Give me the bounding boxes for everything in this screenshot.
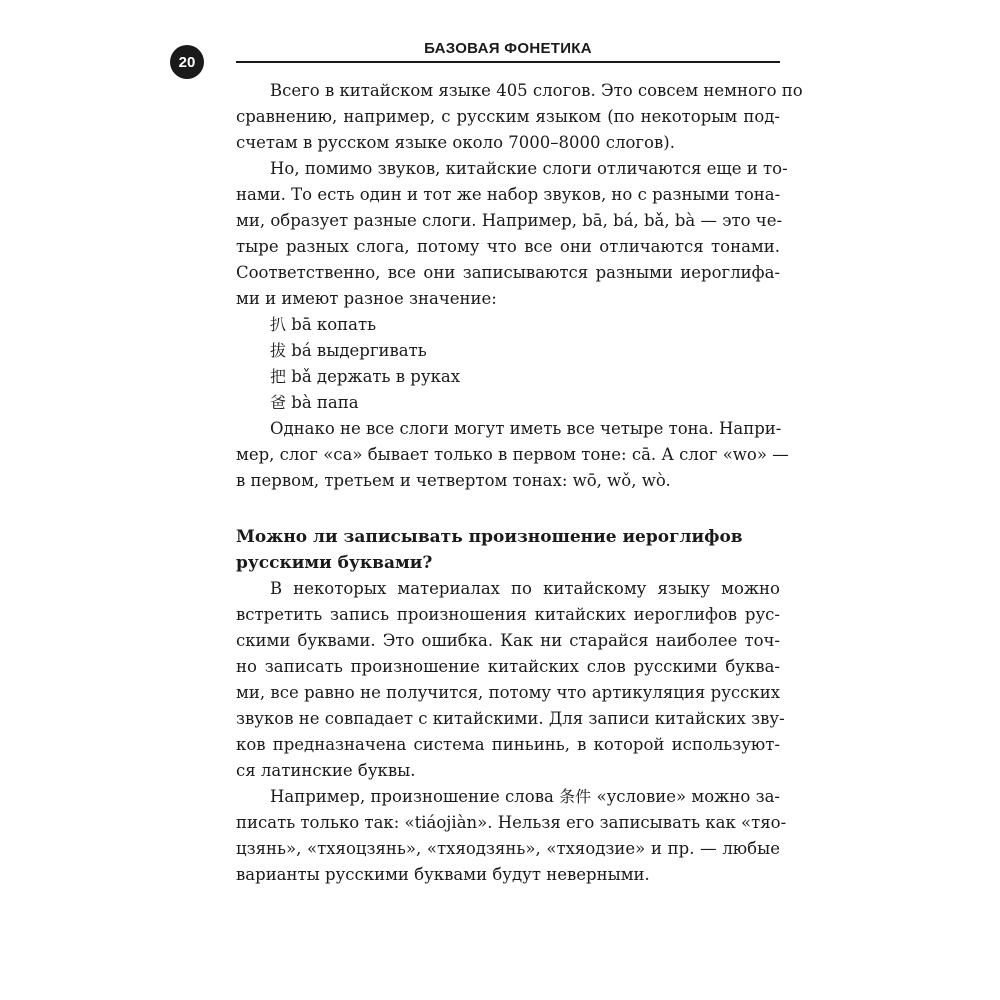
example-text: bá выдергивать: [291, 341, 427, 360]
text-line: Но, помимо звуков, китайские слоги отличаются еще и то-: [270, 159, 788, 178]
text-line: писать только так: «tiáojiàn». Нельзя его записывать как «тяо-: [236, 813, 787, 832]
example-text: bā копать: [291, 315, 377, 334]
example-list: [236, 312, 780, 416]
text-line: нами. То есть один и тот же набор звуков, но с разными тона-: [236, 185, 781, 204]
text-line: Соответственно, все они записываются разными иероглифа-: [236, 263, 780, 282]
text-line: тыре разных слога, потому что все они отличаются тонами.: [236, 237, 780, 256]
page-number: 20: [170, 45, 204, 79]
text-line: ся латинские буквы.: [236, 761, 416, 780]
text-line: ми, образует разные слоги. Например, bā, bá, bǎ, bà — это че-: [236, 211, 783, 230]
paragraph-3: [236, 416, 789, 494]
paragraph-1: [236, 78, 803, 156]
hanzi: 爸: [270, 393, 287, 412]
example-item: [236, 364, 780, 390]
section-gap: [236, 494, 780, 524]
heading-line: Можно ли записывать произношение иероглифов: [236, 527, 743, 547]
hanzi: 拔: [270, 341, 287, 360]
text-line: скими буквами. Это ошибка. Как ни старайся наиболее точ-: [236, 631, 780, 650]
hanzi: 扒: [270, 315, 287, 334]
section-heading: [236, 524, 780, 576]
text-line: мер, слог «ca» бывает только в первом тоне: cā. А слог «wo» —: [236, 445, 789, 464]
heading-line: русскими буквами?: [236, 553, 433, 573]
text-fragment: «условие» можно за-: [591, 787, 780, 806]
text-line: Однако не все слоги могут иметь все четыре тона. Напри-: [270, 419, 782, 438]
text-line: цзянь», «тхяоцзянь», «тхяодзянь», «тхяодзие» и пр. — любые: [236, 839, 780, 858]
text-line: звуков не совпадает с китайскими. Для записи китайских зву-: [236, 709, 785, 728]
hanzi: 把: [270, 367, 287, 386]
text-line: ми и имеют разное значение:: [236, 289, 497, 308]
example-item: [236, 312, 780, 338]
text-line: [236, 784, 780, 810]
text-line: но записать произношение китайских слов русскими буква-: [236, 657, 780, 676]
hanzi: 条件: [559, 787, 592, 806]
page-body: [236, 78, 803, 888]
text-line: ми, все равно не получится, потому что артикуляция русских: [236, 683, 780, 702]
text-line: счетам в русском языке около 7000–8000 слогов).: [236, 133, 675, 152]
example-text: bǎ держать в руках: [291, 367, 461, 386]
text-line: ков предназначена система пиньинь, в которой используют-: [236, 735, 780, 754]
paragraph-5: [236, 784, 787, 888]
paragraph-2: [236, 156, 788, 312]
text-line: встретить запись произношения китайских иероглифов рус-: [236, 605, 780, 624]
running-title: БАЗОВАЯ ФОНЕТИКА: [424, 40, 592, 57]
text-line: Всего в китайском языке 405 слогов. Это совсем немного по: [270, 81, 803, 100]
example-item: [236, 338, 780, 364]
header-rule: [236, 61, 780, 63]
text-fragment: Например, произношение слова: [270, 787, 560, 806]
example-item: [236, 390, 780, 416]
text-line: сравнению, например, с русским языком (по некоторым под-: [236, 107, 780, 126]
example-text: bà папа: [291, 393, 359, 412]
text-line: В некоторых материалах по китайскому языку можно: [270, 579, 780, 598]
text-line: варианты русскими буквами будут неверными.: [236, 865, 650, 884]
text-line: в первом, третьем и четвертом тонах: wō, wǒ, wò.: [236, 471, 671, 490]
paragraph-4: [236, 576, 785, 784]
